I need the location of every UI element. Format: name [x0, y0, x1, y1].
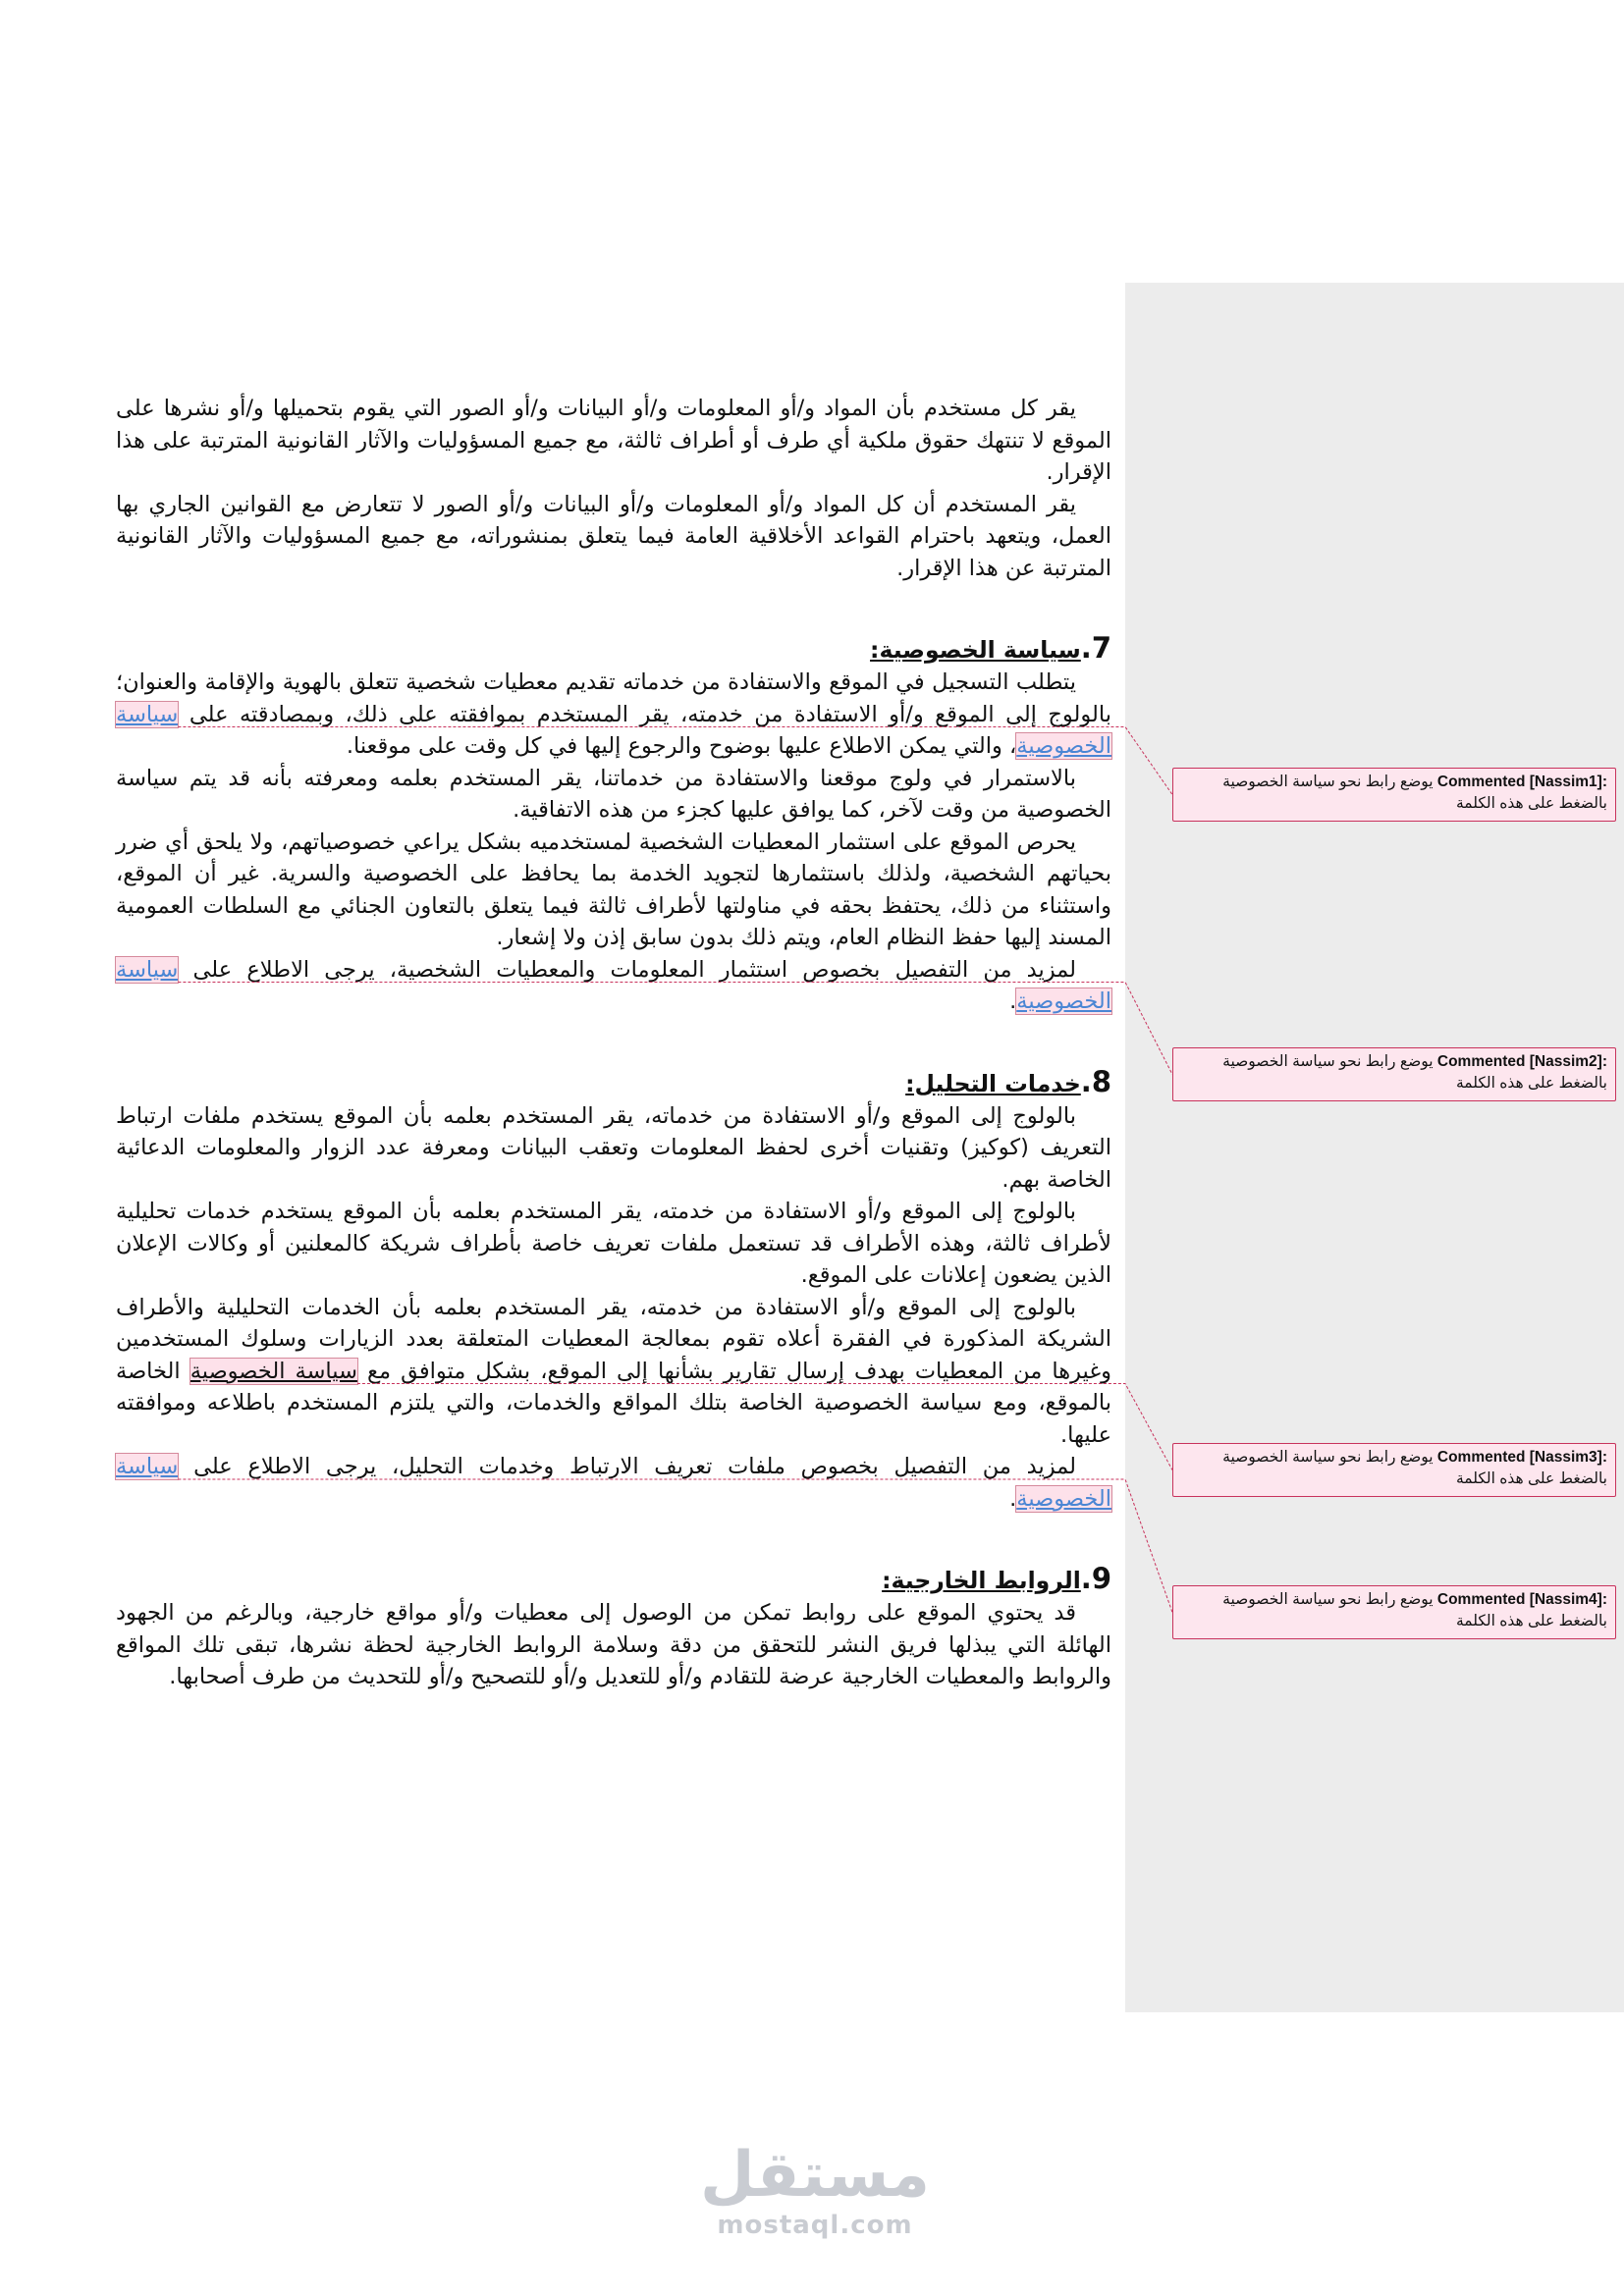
section-8-p4-text-end: . — [1009, 1485, 1017, 1512]
section-8-paragraph-3 — [116, 1292, 1111, 1452]
comment-balloon-1[interactable] — [1172, 768, 1616, 822]
section-8-heading — [116, 1065, 1111, 1100]
section-8-p3-text-end: الخاصة بالموقع، ومع سياسة الخصوصية الخاصة بتلك المواقع والخدمات، والتي يلتزم المستخدم باطلاعه وموافقته عليها. — [116, 1358, 1111, 1448]
section-7-p1-text-end: ، والتي يمكن الاطلاع عليها بوضوح والرجوع إليها في كل وقت على موقعنا. — [346, 733, 1017, 759]
comment-1-text: يوضع رابط نحو سياسة الخصوصية بالضغط على هذه الكلمة — [1222, 774, 1607, 812]
document-body — [116, 393, 1111, 1693]
watermark-latin: mostaql.com — [717, 2211, 913, 2240]
section-8-title: خدمات التحليل: — [905, 1069, 1081, 1097]
section-8-paragraph-4 — [116, 1451, 1111, 1515]
section-7-paragraph-1 — [116, 667, 1111, 763]
watermark — [687, 2140, 943, 2240]
privacy-policy-link-4[interactable]: سياسة الخصوصية — [116, 1454, 1111, 1512]
section-8-p3-text: بالولوج إلى الموقع و/أو الاستفادة من خدمته، يقر المستخدم بعلمه بأن الخدمات التحليلية والأطراف الشريكة المذكورة في الفقرة أعلاه تقوم بمعالجة المعطيات المتعلقة بعدد الزيارات وسلوك المستخدمين وغيرها من المعطيات بهدف إرسال تقارير بشأنها إلى الموقع، بشكل متوافق مع — [116, 1294, 1111, 1384]
section-7-heading — [116, 631, 1111, 667]
privacy-policy-link-3[interactable]: سياسة الخصوصية — [189, 1358, 357, 1384]
section-7-paragraph-4 — [116, 954, 1111, 1018]
comment-3-text: يوضع رابط نحو سياسة الخصوصية بالضغط على هذه الكلمة — [1222, 1449, 1607, 1487]
section-8-paragraph-2: بالولوج إلى الموقع و/أو الاستفادة من خدمته، يقر المستخدم بعلمه بأن الموقع يستخدم خدمات تحليلية لأطراف ثالثة، وهذه الأطراف قد تستعمل ملفات تعريف خاصة بأطراف شريكة كالمعلنين أو وكالات الإعلان الذين يضعون إعلانات على الموقع. — [116, 1199, 1111, 1288]
section-9-number: 9. — [1080, 1562, 1111, 1595]
comment-balloon-2[interactable] — [1172, 1047, 1616, 1101]
comment-1-label: Commented [Nassim1]: — [1436, 774, 1607, 790]
privacy-policy-link-1[interactable]: سياسة الخصوصية — [116, 701, 1111, 759]
section-7-p4-text: لمزيد من التفصيل بخصوص استثمار المعلومات والمعطيات الشخصية، يرجى الاطلاع على — [178, 956, 1076, 983]
comment-2-text: يوضع رابط نحو سياسة الخصوصية بالضغط على هذه الكلمة — [1222, 1053, 1607, 1092]
paragraph-intro-2: يقر المستخدم أن كل المواد و/أو المعلومات و/أو البيانات و/أو الصور لا تتعارض مع القوانين الجاري بها العمل، ويتعهد باحترام القواعد الأخلاقية العامة فيما يتعلق بمنشوراته، مع جميع المسؤوليات والآثار القانونية المترتبة عن هذا الإقرار. — [116, 491, 1111, 581]
section-7-p1-text: يتطلب التسجيل في الموقع والاستفادة من خدماته تقديم معطيات شخصية تتعلق بالهوية والإقامة والعنوان؛ بالولوج إلى الموقع و/أو الاستفادة من خدمته، يقر المستخدم بموافقته على ذلك، وبمصادقته على — [116, 669, 1111, 727]
comment-balloon-3[interactable] — [1172, 1443, 1616, 1497]
privacy-policy-link-2[interactable]: سياسة الخصوصية — [116, 956, 1111, 1014]
section-7-number: 7. — [1080, 631, 1111, 665]
section-9-heading — [116, 1562, 1111, 1597]
comment-4-label: Commented [Nassim4]: — [1436, 1591, 1607, 1608]
section-9-title: الروابط الخارجية: — [882, 1567, 1081, 1594]
section-7-paragraph-3: يحرص الموقع على استثمار المعطيات الشخصية لمستخدميه بشكل يراعي خصوصياتهم، ولا يلحق أي ضرر بحياتهم الشخصية، ولذلك باستثمارها لتجويد الخدمة بما يحافظ على الخصوصية والسرية. غير أن الموقع، واستثناء من ذلك، يحتفظ بحقه في مناولتها لأطراف ثالثة فيما يتعلق بالتعاون الجنائي مع السلطات العمومية المسند إليها حفظ النظام العام، ويتم ذلك بدون سابق إذن ولا إشعار. — [116, 828, 1111, 950]
comment-4-text: يوضع رابط نحو سياسة الخصوصية بالضغط على هذه الكلمة — [1222, 1591, 1607, 1629]
section-8-paragraph-1: بالولوج إلى الموقع و/أو الاستفادة من خدماته، يقر المستخدم بعلمه بأن الموقع يستخدم ملفات ارتباط التعريف (كوكيز) وتقنيات أخرى لحفظ المعلومات وتعقب البيانات ومعرفة عدد الزوار والمعلومات الدعائية الخاصة بهم. — [116, 1102, 1111, 1193]
section-7-title: سياسة الخصوصية: — [870, 636, 1081, 664]
section-8-p4-text: لمزيد من التفصيل بخصوص ملفات تعريف الارتباط وخدمات التحليل، يرجى الاطلاع على — [178, 1454, 1076, 1479]
comment-balloon-4[interactable] — [1172, 1585, 1616, 1639]
section-7-p4-text-end: . — [1009, 988, 1017, 1014]
comment-pane — [1125, 283, 1624, 2012]
section-7-paragraph-2: بالاستمرار في ولوج موقعنا والاستفادة من خدماتنا، يقر المستخدم بعلمه ومعرفته بأنه قد يتم سياسة الخصوصية من وقت لآخر، كما يوافق عليها كجزء من هذه الاتفاقية. — [116, 765, 1111, 823]
section-8-number: 8. — [1080, 1064, 1111, 1098]
watermark-arabic: مستقل — [699, 2139, 931, 2212]
comment-2-label: Commented [Nassim2]: — [1436, 1053, 1607, 1070]
paragraph-intro-1: يقر كل مستخدم بأن المواد و/أو المعلومات و/أو البيانات و/أو الصور التي يقوم بتحميلها و/أو نشرها على الموقع لا تنتهك حقوق ملكية أي طرف أو أطراف ثالثة، مع جميع المسؤوليات والآثار القانونية المترتبة على هذا الإقرار. — [116, 396, 1111, 485]
section-9-paragraph-1: قد يحتوي الموقع على روابط تمكن من الوصول إلى معطيات و/أو مواقع خارجية، وبالرغم من الجهود الهائلة التي يبذلها فريق النشر للتحقق من دقة وسلامة الروابط الخارجية لحظة نشرها، تبقى تلك المواقع والروابط والمعطيات الخارجية عرضة للتقادم و/أو للتعديل و/أو للتصحيح و/أو للتحديث من طرف أصحابها. — [116, 1600, 1111, 1689]
comment-3-label: Commented [Nassim3]: — [1436, 1449, 1607, 1466]
